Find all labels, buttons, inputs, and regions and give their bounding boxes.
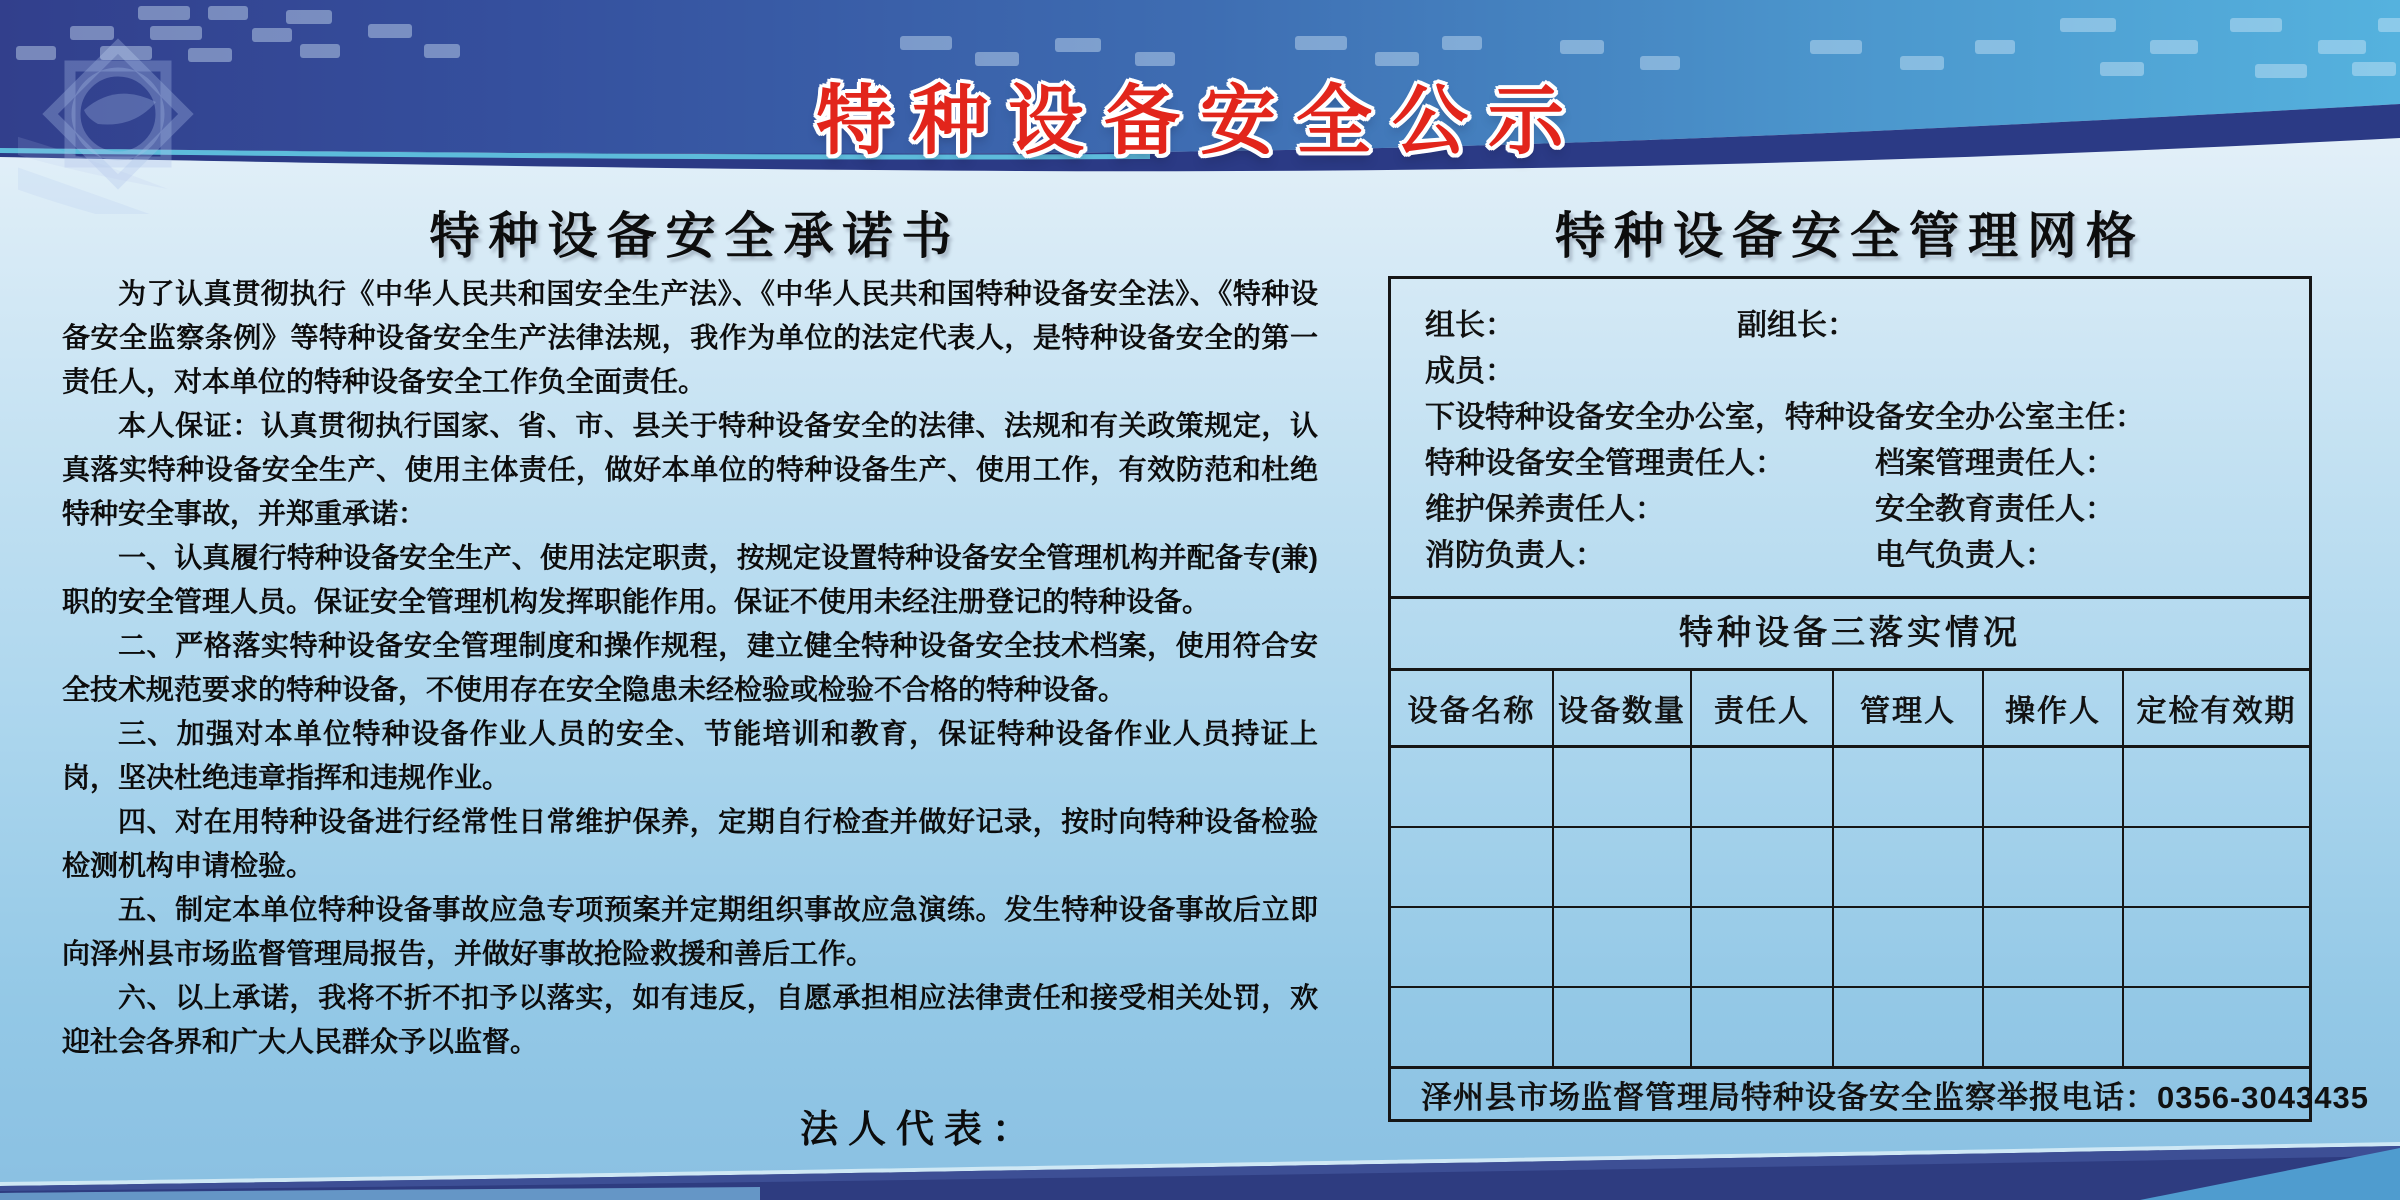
dash-decoration: [1810, 40, 1862, 54]
dash-decoration: [2378, 18, 2400, 32]
table-cell-empty: [1833, 987, 1983, 1068]
dash-decoration: [2150, 40, 2198, 54]
equipment-table-body: [1391, 747, 2309, 1068]
table-cell-empty: [1691, 827, 1833, 907]
col-header-device-count: 设备数量: [1553, 671, 1691, 747]
dash-decoration: [1900, 56, 1944, 70]
commitment-paragraph: 六、以上承诺，我将不折不扣予以落实，如有违反，自愿承担相应法律责任和接受相关处罚，欢迎社会各界和广大人民群众予以监督。: [62, 982, 1318, 1057]
dash-decoration: [70, 26, 114, 40]
table-cell-empty: [1553, 907, 1691, 987]
dash-decoration: [2318, 40, 2366, 54]
table-header-row: [1391, 671, 2309, 747]
commitment-paragraph: 二、严格落实特种设备安全管理制度和操作规程，建立健全特种设备安全技术档案，使用符合安全技术规范要求的特种设备，不使用存在安全隐患未经检验或检验不合格的特种设备。: [62, 630, 1318, 705]
dash-decoration: [1055, 38, 1101, 52]
commitment-paragraph: 三、加强对本单位特种设备作业人员的安全、节能培训和教育，保证特种设备作业人员持证上岗，坚决杜绝违章指挥和违规作业。: [62, 718, 1318, 793]
commitment-paragraph: 一、认真履行特种设备安全生产、使用法定职责，按规定设置特种设备安全管理机构并配备专(兼)职的安全管理人员。保证安全管理机构发挥职能作用。保证不使用未经注册登记的特种设备。: [62, 542, 1318, 617]
table-cell-empty: [2123, 987, 2309, 1068]
dash-decoration: [286, 10, 332, 24]
table-cell-empty: [1983, 747, 2123, 828]
table-cell-empty: [2123, 907, 2309, 987]
dash-decoration: [1640, 56, 1680, 70]
dash-decoration: [208, 6, 248, 20]
hotline-text: 泽州县市场监督管理局特种设备安全监察举报电话：0356-3043435: [1421, 1079, 2369, 1115]
table-cell-empty: [1553, 747, 1691, 828]
members-label: 成员：: [1425, 355, 1515, 388]
commitment-paragraph: 五、制定本单位特种设备事故应急专项预案并定期组织事故应急演练。发生特种设备事故后立即向泽州县市场监督管理局报告，并做好事故抢险救援和善后工作。: [62, 894, 1318, 969]
dash-decoration: [150, 26, 202, 40]
dash-decoration: [2100, 62, 2144, 76]
form-row-members: [1425, 349, 2283, 395]
archive-manager-label: 档案管理责任人：: [1875, 447, 2115, 480]
col-header-responsible: 责任人: [1691, 671, 1833, 747]
table-cell-empty: [1833, 827, 1983, 907]
dash-decoration: [1560, 40, 1604, 54]
commitment-paragraph: 为了认真贯彻执行《中华人民共和国安全生产法》、《中华人民共和国特种设备安全法》、《特种设备安全监察条例》等特种设备安全生产法律法规，我作为单位的法定代表人，是特种设备安全的第一责任人，对本单位的特种设备安全工作负全面责任。: [62, 278, 1318, 397]
education-label: 安全教育责任人：: [1875, 493, 2115, 526]
table-cell-empty: [1983, 827, 2123, 907]
commitment-text: [62, 272, 1318, 1064]
table-cell-empty: [1553, 987, 1691, 1068]
section-title: 特种设备三落实情况: [1391, 599, 2309, 671]
legal-representative-label: 法人代表：: [800, 1109, 1041, 1151]
dash-decoration: [16, 46, 56, 60]
deputy-leader-label: 副组长：: [1737, 309, 1857, 342]
star-emblem-icon: [18, 14, 218, 214]
table-cell-empty: [1553, 827, 1691, 907]
banner-title: 特种设备安全公示: [816, 79, 1584, 164]
col-header-manager: 管理人: [1833, 671, 1983, 747]
fire-label: 消防负责人：: [1425, 539, 1605, 572]
form-row-managers: [1425, 441, 2283, 487]
dash-decoration: [188, 48, 232, 62]
table-row: [1391, 747, 2309, 828]
office-line-label: 下设特种设备安全办公室，特种设备安全办公室主任：: [1425, 401, 2145, 434]
dash-decoration: [424, 44, 460, 58]
col-header-inspection-validity: 定检有效期: [2123, 671, 2309, 747]
grid-heading: 特种设备安全管理网格: [1555, 208, 2145, 264]
table-row: [1391, 987, 2309, 1068]
col-header-operator: 操作人: [1983, 671, 2123, 747]
form-row-office: [1425, 395, 2283, 441]
grid-panel: [1388, 276, 2369, 1122]
dash-decoration: [1975, 40, 2015, 54]
dash-decoration: [1295, 36, 1347, 50]
safety-manager-label: 特种设备安全管理责任人：: [1425, 447, 1785, 480]
commitment-paragraph: 本人保证：认真贯彻执行国家、省、市、县关于特种设备安全的法律、法规和有关政策规定，认真落实特种设备安全生产、使用主体责任，做好本单位的特种设备生产、使用工作，有效防范和杜绝特种安全事故，并郑重承诺：: [62, 410, 1318, 529]
grid-form: [1391, 279, 2309, 599]
dash-decoration: [100, 46, 152, 60]
leader-label: 组长：: [1425, 309, 1515, 342]
form-row-leader: [1425, 303, 2283, 349]
dash-decoration: [2352, 62, 2396, 76]
table-cell-empty: [1691, 747, 1833, 828]
commitment-heading: 特种设备安全承诺书: [429, 208, 961, 264]
table-cell-empty: [1833, 907, 1983, 987]
table-cell-empty: [1691, 907, 1833, 987]
table-cell-empty: [1691, 987, 1833, 1068]
table-cell-empty: [1391, 747, 1553, 828]
table-row: [1391, 827, 2309, 907]
form-row-maintenance: [1425, 487, 2283, 533]
equipment-table: [1391, 671, 2309, 1069]
dash-decoration: [2060, 18, 2116, 32]
dash-decoration: [1442, 36, 1482, 50]
maintenance-label: 维护保养责任人：: [1425, 493, 1665, 526]
table-cell-empty: [1983, 907, 2123, 987]
dash-decoration: [368, 24, 412, 38]
table-cell-empty: [2123, 827, 2309, 907]
bottom-wave: [0, 1090, 2400, 1200]
col-header-device-name: 设备名称: [1391, 671, 1553, 747]
dash-decoration: [2230, 18, 2282, 32]
form-row-fire-electric: [1425, 533, 2283, 579]
electric-label: 电气负责人：: [1875, 539, 2055, 572]
table-cell-empty: [1391, 827, 1553, 907]
table-cell-empty: [1833, 747, 1983, 828]
dash-decoration: [252, 28, 292, 42]
table-row: [1391, 907, 2309, 987]
table-cell-empty: [1391, 907, 1553, 987]
table-cell-empty: [1391, 987, 1553, 1068]
dash-decoration: [2255, 64, 2307, 78]
dash-decoration: [300, 44, 340, 58]
banner: [0, 0, 2400, 178]
dash-decoration: [900, 36, 952, 50]
dash-decoration: [138, 6, 190, 20]
table-cell-empty: [2123, 747, 2309, 828]
commitment-paragraph: 四、对在用特种设备进行经常性日常维护保养，定期自行检查并做好记录，按时向特种设备检验检测机构申请检验。: [62, 806, 1318, 881]
table-cell-empty: [1983, 987, 2123, 1068]
